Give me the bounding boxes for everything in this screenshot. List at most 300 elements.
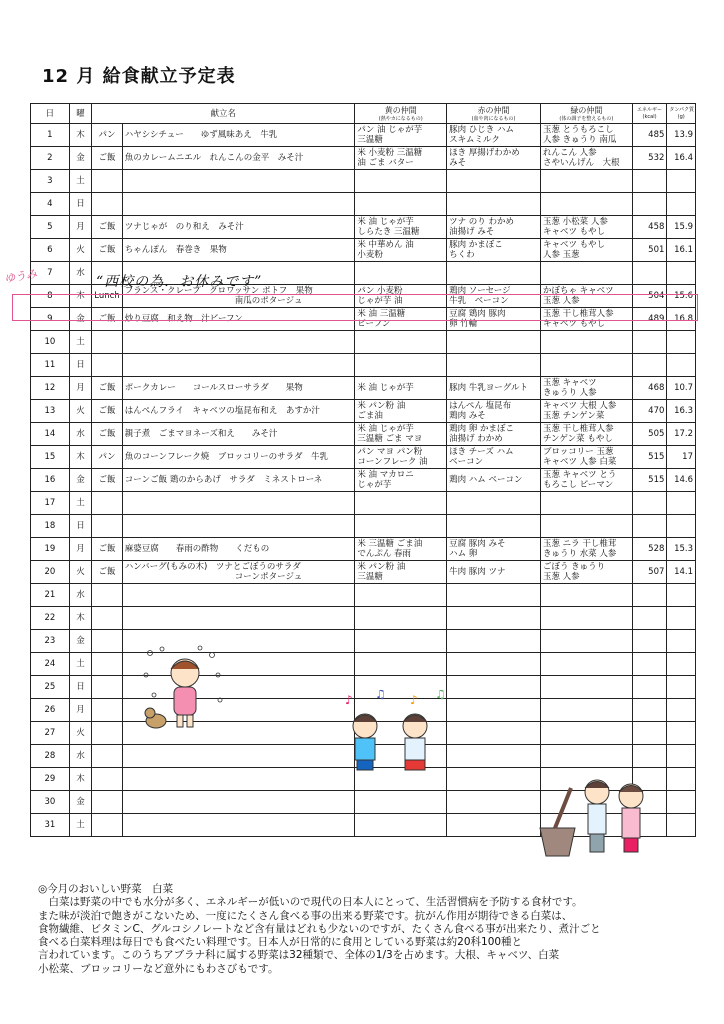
protein-cell (667, 147, 696, 170)
day-cell-line: 22 (44, 613, 56, 623)
yellow-cell (355, 239, 447, 262)
staple-cell (92, 630, 123, 653)
weekday-cell-line: 月 (76, 383, 85, 393)
staple-cell (92, 722, 123, 745)
red-cell-line: 鶏肉 ソーセージ (449, 286, 511, 296)
day-cell (31, 492, 70, 515)
header-green: 緑の仲間 (体の調子を整えるもの) (540, 104, 632, 124)
svg-text:♪: ♪ (410, 693, 418, 707)
weekday-cell-line: 日 (76, 199, 85, 209)
day-cell-line: 28 (44, 751, 56, 761)
yellow-cell-line: 三温糖 ごま マヨ (357, 434, 423, 444)
green-cell (540, 722, 632, 745)
energy-cell (632, 446, 667, 469)
red-cell-line: ほき チーズ ハム (449, 447, 514, 457)
red-cell (447, 124, 541, 147)
yellow-cell-line: 米 油 じゃが芋 (357, 217, 414, 227)
table-row (31, 124, 696, 147)
yellow-cell-line: 米 油 じゃが芋 (357, 424, 414, 434)
menu-cell-line: ちゃんぽん 春巻き 果物 (124, 245, 227, 255)
weekday-cell (69, 193, 91, 216)
weekday-cell-line: 金 (76, 314, 85, 324)
table-row (31, 400, 696, 423)
staple-cell-line: パン (98, 130, 116, 140)
yellow-cell (355, 193, 447, 216)
weekday-cell (69, 423, 91, 446)
green-cell (540, 216, 632, 239)
protein-cell (667, 239, 696, 262)
table-row (31, 630, 696, 653)
green-cell (540, 170, 632, 193)
staple-cell (92, 147, 123, 170)
weekday-cell-line: 土 (76, 498, 85, 508)
red-cell (447, 400, 541, 423)
red-cell (447, 193, 541, 216)
weekday-cell (69, 170, 91, 193)
weekday-cell-line: 火 (76, 406, 85, 416)
green-cell-line: 玉葱 人参 (542, 296, 580, 306)
staple-cell (92, 515, 123, 538)
energy-cell (632, 653, 667, 676)
protein-cell (667, 607, 696, 630)
energy-cell-line: 507 (648, 567, 665, 577)
green-cell-line: もろこし ピーマン (542, 480, 614, 490)
menu-cell (122, 377, 355, 400)
green-cell-line: 玉葱 干し椎茸人参 (542, 309, 614, 319)
protein-cell (667, 699, 696, 722)
day-cell (31, 699, 70, 722)
weekday-cell (69, 354, 91, 377)
header-weekday: 曜 (69, 104, 91, 124)
menu-cell-line: 南瓜のポタージュ (234, 296, 303, 306)
green-cell (540, 699, 632, 722)
energy-cell-line: 501 (648, 245, 665, 255)
protein-cell-line: 15.9 (674, 222, 693, 232)
protein-cell (667, 768, 696, 791)
red-cell (447, 584, 541, 607)
menu-cell (122, 423, 355, 446)
staple-cell-line: ご飯 (98, 314, 116, 324)
red-cell-line: 鶏肉 卵 かまぼこ (449, 424, 515, 434)
table-row (31, 170, 696, 193)
weekday-cell (69, 561, 91, 584)
energy-cell (632, 492, 667, 515)
green-cell-line: さやいんげん 大根 (542, 158, 620, 168)
vegetable-text-line: また味が淡泊で飽きがこないため、一度にたくさん食べる事の出来る野菜です。抗がん作用が期待できる白菜は、 (38, 909, 573, 922)
weekday-cell (69, 607, 91, 630)
menu-cell-line: コーンご飯 鶏のからあげ サラダ ミネストローネ (124, 475, 323, 485)
energy-cell-line: 528 (648, 544, 665, 554)
red-cell (447, 791, 541, 814)
protein-cell-line: 16.8 (674, 314, 693, 324)
table-row (31, 515, 696, 538)
yellow-cell (355, 653, 447, 676)
weekday-cell (69, 768, 91, 791)
day-cell (31, 607, 70, 630)
vegetable-text-line: 食べる白菜料理は毎日でも食べたい料理です。日本人が日常的に食用としている野菜は約20科100種と (38, 936, 523, 949)
weekday-cell (69, 676, 91, 699)
yellow-cell-line: じゃが芋 (357, 480, 392, 490)
energy-cell (632, 722, 667, 745)
red-cell (447, 239, 541, 262)
energy-cell-line: 532 (648, 153, 665, 163)
energy-cell-line: 458 (648, 222, 665, 232)
staple-cell (92, 239, 123, 262)
day-cell (31, 791, 70, 814)
weekday-cell-line: 日 (76, 360, 85, 370)
weekday-cell-line: 日 (76, 521, 85, 531)
yellow-cell (355, 469, 447, 492)
menu-cell-line: ポークカレー コールスローサラダ 果物 (124, 383, 303, 393)
weekday-cell-line: 金 (76, 475, 85, 485)
day-cell (31, 469, 70, 492)
staple-cell (92, 469, 123, 492)
energy-cell-line: 489 (648, 314, 665, 324)
menu-cell (122, 745, 355, 768)
yellow-cell (355, 377, 447, 400)
energy-cell (632, 170, 667, 193)
green-cell-line: かぼちゃ キャベツ (542, 286, 614, 296)
table-row (31, 446, 696, 469)
yellow-cell-line: じゃが芋 油 (357, 296, 403, 306)
green-cell (540, 515, 632, 538)
energy-cell-line: 485 (648, 130, 665, 140)
green-cell-line: きゅうり 人参 (542, 388, 597, 398)
yellow-cell (355, 607, 447, 630)
yellow-cell (355, 538, 447, 561)
menu-cell-line: ハンバーグ(もみの木) ツナとごぼうのサラダ (124, 562, 301, 572)
protein-cell (667, 538, 696, 561)
menu-cell (122, 607, 355, 630)
day-cell-line: 10 (44, 337, 56, 347)
red-cell (447, 814, 541, 837)
protein-cell-line: 17 (682, 452, 693, 462)
yellow-cell-line: 米 小麦粉 三温糖 (357, 148, 423, 158)
red-cell-line: 鶏肉 みそ (449, 411, 486, 421)
green-cell (540, 469, 632, 492)
green-cell-line: 玉葱 人参 (542, 572, 580, 582)
protein-cell (667, 791, 696, 814)
header-yellow: 黄の仲間 (熱やカになるもの) (355, 104, 447, 124)
green-cell-line: ごぼう きゅうり (542, 562, 606, 572)
yellow-cell (355, 262, 447, 285)
protein-cell (667, 745, 696, 768)
menu-cell (122, 147, 355, 170)
green-cell (540, 607, 632, 630)
weekday-cell-line: 月 (76, 222, 85, 232)
yellow-cell-line: 米 中華めん 油 (357, 240, 414, 250)
staple-cell (92, 699, 123, 722)
staple-cell (92, 653, 123, 676)
header-red: 赤の仲間 (血や肉になるもの) (447, 104, 541, 124)
day-cell-line: 30 (44, 797, 56, 807)
day-cell (31, 124, 70, 147)
staple-cell (92, 791, 123, 814)
weekday-cell-line: 月 (76, 544, 85, 554)
staple-cell (92, 814, 123, 837)
yellow-cell (355, 814, 447, 837)
protein-cell-line: 16.3 (674, 406, 693, 416)
table-row (31, 193, 696, 216)
children-with-mortar-icon (535, 770, 655, 860)
green-cell-line: 人参 きゅうり 南瓜 (542, 135, 617, 145)
table-row (31, 538, 696, 561)
green-cell (540, 538, 632, 561)
energy-cell (632, 262, 667, 285)
day-cell (31, 561, 70, 584)
staple-cell (92, 768, 123, 791)
weekday-cell (69, 630, 91, 653)
energy-cell (632, 124, 667, 147)
weekday-cell-line: 土 (76, 659, 85, 669)
energy-cell (632, 676, 667, 699)
menu-cell (122, 400, 355, 423)
day-cell (31, 423, 70, 446)
svg-text:♫: ♫ (435, 690, 446, 701)
red-cell-line: ちくわ (449, 250, 475, 260)
header-energy: エネルギー (kcal) (632, 104, 667, 124)
weekday-cell (69, 377, 91, 400)
day-cell-line: 1 (47, 130, 53, 140)
yellow-cell (355, 492, 447, 515)
day-cell-line: 21 (44, 590, 56, 600)
staple-cell (92, 745, 123, 768)
day-cell (31, 515, 70, 538)
energy-cell (632, 331, 667, 354)
red-cell (447, 354, 541, 377)
green-cell-line: チンゲン菜 もやし (542, 434, 613, 444)
energy-cell (632, 584, 667, 607)
red-cell (447, 515, 541, 538)
staple-cell (92, 584, 123, 607)
day-cell (31, 170, 70, 193)
weekday-cell (69, 538, 91, 561)
menu-cell (122, 354, 355, 377)
table-row (31, 584, 696, 607)
green-cell (540, 653, 632, 676)
header-protein: タンパク質 (g) (667, 104, 696, 124)
staple-cell (92, 354, 123, 377)
vegetable-heading: ◎今月のおいしい野菜 白菜 (38, 883, 174, 895)
energy-cell-line: 515 (648, 475, 665, 485)
yellow-cell (355, 515, 447, 538)
weekday-cell-line: 日 (76, 682, 85, 692)
yellow-cell (355, 124, 447, 147)
menu-cell-line: 魚のコーンフレーク焼 ブロッコリーのサラダ 牛乳 (124, 452, 329, 462)
day-cell-line: 26 (44, 705, 56, 715)
day-cell-line: 27 (44, 728, 56, 738)
menu-cell-line: ハヤシシチュー ゆず風味あえ 牛乳 (124, 130, 278, 140)
menu-cell (122, 492, 355, 515)
svg-text:♫: ♫ (375, 690, 386, 701)
protein-cell (667, 584, 696, 607)
energy-cell (632, 147, 667, 170)
weekday-cell-line: 木 (76, 613, 85, 623)
weekday-cell-line: 木 (76, 291, 85, 301)
weekday-cell-line: 火 (76, 728, 85, 738)
day-cell (31, 216, 70, 239)
menu-cell (122, 193, 355, 216)
day-cell (31, 400, 70, 423)
energy-cell (632, 193, 667, 216)
protein-cell-line: 13.9 (674, 130, 693, 140)
menu-cell (122, 216, 355, 239)
menu-cell-line: はんぺんフライ キャベツの塩昆布和え あすか汁 (124, 406, 320, 416)
green-cell (540, 124, 632, 147)
staple-cell (92, 561, 123, 584)
green-cell-line: 玉葱 小松菜 人参 (542, 217, 608, 227)
svg-text:♪: ♪ (345, 693, 353, 707)
menu-cell-line: コーンポタージュ (234, 572, 303, 582)
yellow-cell (355, 147, 447, 170)
weekday-cell-line: 水 (76, 751, 85, 761)
yellow-cell-line: パン 油 じゃが芋 (357, 125, 423, 135)
weekday-cell-line: 水 (76, 268, 85, 278)
energy-cell (632, 400, 667, 423)
menu-cell (122, 814, 355, 837)
red-cell-line: はんぺん 塩昆布 (449, 401, 512, 411)
yellow-cell-line: 米 パン粉 油 (357, 401, 406, 411)
weekday-cell (69, 400, 91, 423)
energy-cell-line: 504 (648, 291, 665, 301)
day-cell (31, 745, 70, 768)
energy-cell-line: 470 (648, 406, 665, 416)
weekday-cell (69, 239, 91, 262)
day-cell-line: 13 (44, 406, 56, 416)
day-cell-line: 12 (44, 383, 56, 393)
red-cell (447, 331, 541, 354)
staple-cell (92, 193, 123, 216)
energy-cell (632, 377, 667, 400)
menu-cell (122, 584, 355, 607)
red-cell (447, 745, 541, 768)
day-cell-line: 11 (44, 360, 56, 370)
red-cell-line: ハム 卵 (449, 549, 478, 559)
yellow-cell (355, 216, 447, 239)
protein-cell (667, 561, 696, 584)
table-row (31, 354, 696, 377)
yellow-cell-line: コーンフレーク 油 (357, 457, 428, 467)
day-cell-line: 9 (47, 314, 53, 324)
menu-cell-line: 魚のカレームニエル れんこんの金平 みそ汁 (124, 153, 304, 163)
staple-cell (92, 492, 123, 515)
energy-cell-line: 468 (648, 383, 665, 393)
energy-cell-line: 505 (648, 429, 665, 439)
yellow-cell-line: 三温糖 (357, 135, 383, 145)
day-cell (31, 630, 70, 653)
yellow-cell-line: パン 小麦粉 (357, 286, 403, 296)
green-cell-line: 人参 玉葱 (542, 250, 580, 260)
energy-cell (632, 699, 667, 722)
highlight-row-8 (12, 294, 698, 321)
staple-cell-line: ご飯 (98, 406, 116, 416)
protein-cell (667, 216, 696, 239)
green-cell (540, 262, 632, 285)
red-cell (447, 561, 541, 584)
weekday-cell (69, 469, 91, 492)
day-cell-line: 24 (44, 659, 56, 669)
table-row (31, 377, 696, 400)
yellow-cell-line: パン マヨ パン粉 (357, 447, 423, 457)
yellow-cell-line: ビーフン (357, 319, 391, 329)
staple-cell (92, 170, 123, 193)
day-cell (31, 354, 70, 377)
protein-cell (667, 400, 696, 423)
menu-cell (122, 538, 355, 561)
green-cell (540, 446, 632, 469)
table-row (31, 239, 696, 262)
staple-cell-line: Lunch (94, 291, 120, 301)
red-cell (447, 423, 541, 446)
protein-cell (667, 377, 696, 400)
staple-cell-line: ご飯 (98, 153, 116, 163)
yellow-cell-line: 米 油 じゃが芋 (357, 383, 414, 393)
yellow-cell (355, 423, 447, 446)
yellow-cell-line: しらたき 三温糖 (357, 227, 420, 237)
weekday-cell-line: 土 (76, 176, 85, 186)
day-cell-line: 2 (47, 153, 53, 163)
weekday-cell (69, 814, 91, 837)
weekday-cell (69, 147, 91, 170)
weekday-cell (69, 216, 91, 239)
energy-cell (632, 423, 667, 446)
yellow-cell (355, 400, 447, 423)
red-cell-line: スキムミルク (449, 135, 500, 145)
weekday-cell-line: 金 (76, 636, 85, 646)
weekday-cell (69, 699, 91, 722)
weekday-cell-line: 水 (76, 429, 85, 439)
green-cell-line: 玉葱 キャベツ とう (542, 470, 617, 480)
staple-cell-line: ご飯 (98, 544, 116, 554)
two-children-singing-icon (335, 690, 455, 785)
red-cell (447, 147, 541, 170)
protein-cell (667, 676, 696, 699)
snow-girl-with-dog-icon (140, 645, 225, 740)
green-cell (540, 239, 632, 262)
red-cell (447, 699, 541, 722)
menu-cell (122, 331, 355, 354)
weekday-cell-line: 火 (76, 245, 85, 255)
red-cell (447, 676, 541, 699)
staple-cell (92, 538, 123, 561)
red-cell-line: ベーコン (449, 457, 484, 467)
green-cell-line: きゅうり 水菜 人参 (542, 549, 617, 559)
staple-cell-line: ご飯 (98, 429, 116, 439)
yellow-cell (355, 354, 447, 377)
yellow-cell (355, 170, 447, 193)
green-cell-line: れんこん 人参 (542, 148, 597, 158)
protein-cell (667, 331, 696, 354)
protein-cell (667, 446, 696, 469)
red-cell-line: ツナ のり わかめ (449, 217, 515, 227)
red-cell-line: 鶏肉 ハム ベーコン (449, 475, 523, 485)
vegetable-info (38, 883, 698, 976)
weekday-cell (69, 331, 91, 354)
vegetable-text-line: 食物繊維、ビタミンC、グルコシノレートなど含有量はどれも少ないのですが、たくさん食べる事が出来たり、煮汁ごと (38, 922, 601, 935)
header-menu: 献立名 (92, 104, 355, 124)
yellow-cell-line: ごま油 (357, 411, 383, 421)
green-cell-line: 玉葱 キャベツ (542, 378, 597, 388)
day-cell (31, 446, 70, 469)
yellow-cell-line: 米 パン粉 油 (357, 562, 406, 572)
green-cell-line: ブロッコリー 玉葱 (542, 447, 614, 457)
red-cell-line: 豚肉 かまぼこ (449, 240, 503, 250)
weekday-cell-line: 木 (76, 774, 85, 784)
protein-cell (667, 170, 696, 193)
menu-cell (122, 768, 355, 791)
day-cell (31, 814, 70, 837)
green-cell (540, 331, 632, 354)
